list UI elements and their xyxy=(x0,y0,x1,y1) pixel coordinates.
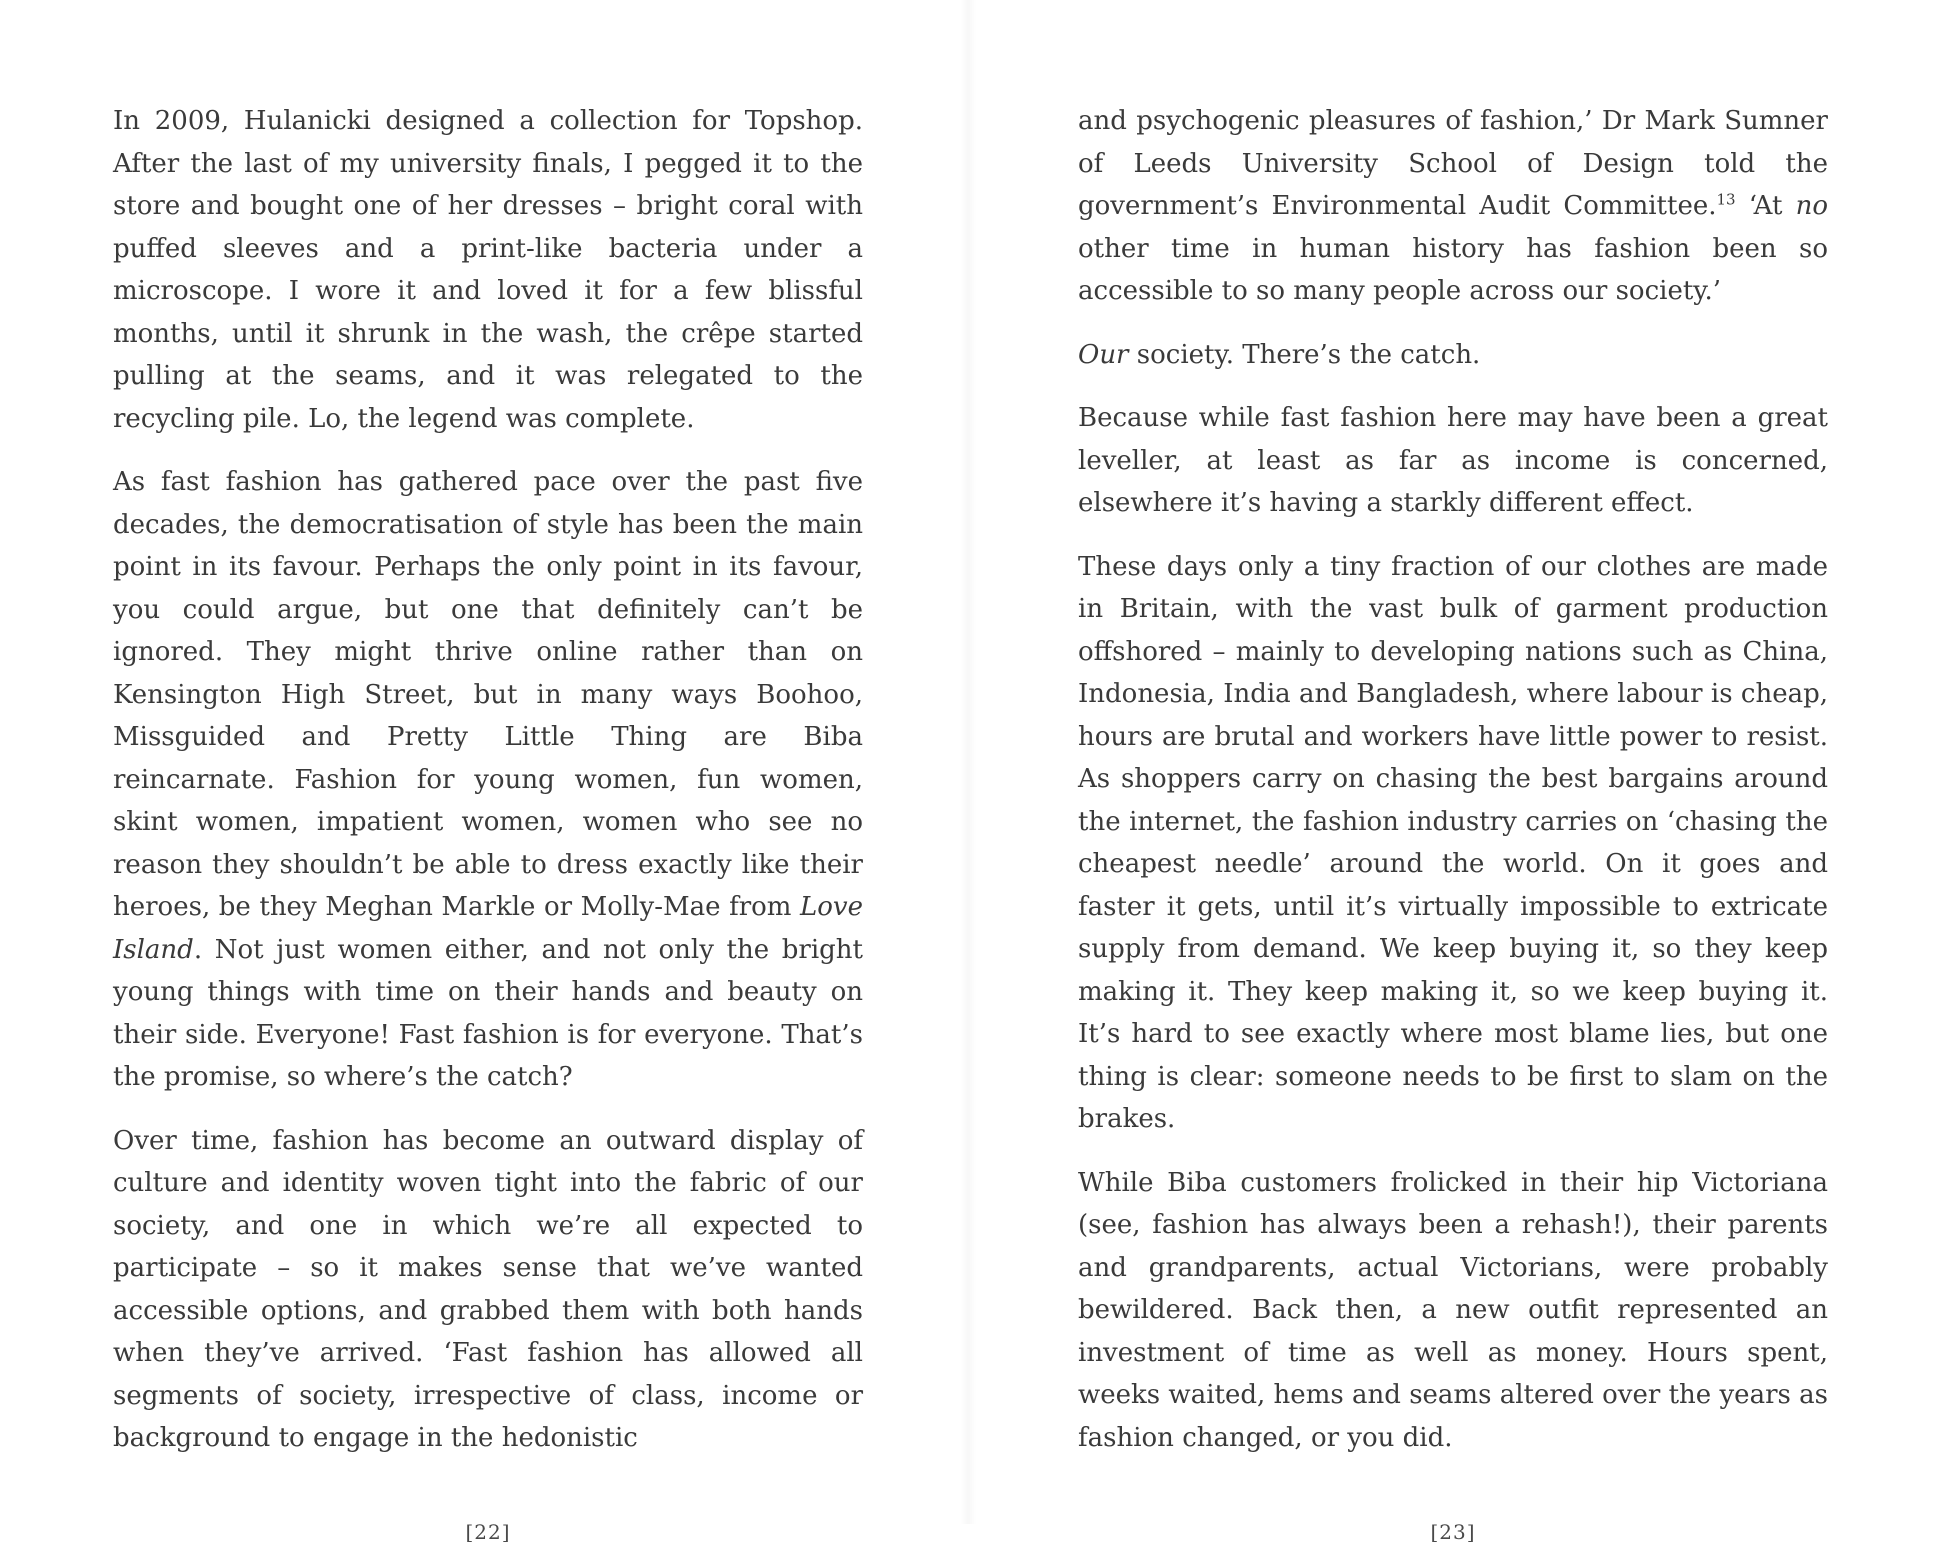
right-paragraph-2-end: society. There’s the catch. xyxy=(1128,339,1481,370)
gutter xyxy=(960,0,976,1524)
left-paragraph-1: In 2009, Hulanicki designed a collection for Topshop. After the last of my university finals, I pegged it to the store and bought one of her dresses – bright coral with puffed sleeves and a print-like bacteria under a microscope. I wore it and loved it for a few blissful months, until it shrunk in the wash, the crêpe started pulling at the seams, and it was relegated to the recycling pile. Lo, the legend was complete. xyxy=(113,106,863,434)
right-paragraph-1-end: other time in human history has fashion been so accessible to so many people across our society.’ xyxy=(1078,233,1828,306)
right-paragraph-3: Because while fast fashion here may have been a great leveller, at least as far as income is concerned, elsewhere it’s having a starkly different effect. xyxy=(1078,403,1828,518)
right-paragraph-2-italic: Our xyxy=(1078,339,1129,370)
left-page xyxy=(113,100,863,1544)
right-paragraph-4: These days only a tiny fraction of our clothes are made in Britain, with the vast bulk of garment production offshored – mainly to developing nations such as China, Indonesia, India and Bangladesh, where labour is cheap, hours are brutal and workers have little power to resist. As shoppers carry on chasing the best bargains around the internet, the fashion industry carries on ‘chasing the cheapest needle’ around the world. On it goes and faster it gets, until it’s virtually impossible to extricate supply from demand. We keep buying it, so they keep making it. They keep making it, so we keep buying it. It’s hard to see exactly where most blame lies, but one thing is clear: someone needs to be first to slam on the brakes. xyxy=(1078,551,1828,1134)
left-paragraph-2-italic: Love Island xyxy=(113,892,863,965)
right-page xyxy=(1078,100,1828,1544)
right-paragraph-1 xyxy=(1078,100,1828,313)
right-paragraph-1-italic: no xyxy=(1795,191,1828,221)
page-number-left: [22] xyxy=(465,1520,511,1544)
page-number-right: [23] xyxy=(1430,1520,1476,1544)
left-paragraph-3: Over time, fashion has become an outward display of culture and identity woven tight into the fabric of our society, and one in which we’re all expected to participate – so it makes sense that we’ve wanted accessible options, and grabbed them with both hands when they’ve arrived. ‘Fast fashion has allowed all segments of society, irrespective of class, income or background to engage in the hedonistic xyxy=(113,1125,863,1453)
right-paragraph-1-pre-italic: ‘At xyxy=(1735,191,1796,221)
left-paragraph-2 xyxy=(113,461,863,1099)
right-paragraph-1-start: and psychogenic pleasures of fashion,’ Dr Mark Sumner of Leeds University School of Design told the government’s Environmental Audit Committee. xyxy=(1078,106,1828,221)
right-page-text xyxy=(1078,100,1828,1459)
left-paragraph-2-start: As fast fashion has gathered pace over the past five decades, the democratisation of style has been the main point in its favour. Perhaps the only point in its favour, you could argue, but one that definitely can’t be ignored. They might thrive online rather than on Kensington High Street, but in many ways Boohoo, Missguided and Pretty Little Thing are Biba reincarnate. Fashion for young women, fun women, skint women, impatient women, women who see no reason they shouldn’t be able to dress exactly like their heroes, be they Meghan Markle or Molly-Mae from xyxy=(113,467,863,922)
left-page-text xyxy=(113,100,863,1460)
left-paragraph-2-end: . Not just women either, and not only the bright young things with time on their hands and beauty on their side. Everyone! Fast fashion is for everyone. That’s the promise, so where’s the catch? xyxy=(113,934,863,1092)
footnote-marker: 13 xyxy=(1716,190,1736,209)
right-paragraph-2 xyxy=(1078,334,1828,377)
right-paragraph-5: While Biba customers frolicked in their hip Victoriana (see, fashion has always been a rehash!), their parents and grandparents, actual Victorians, were probably bewildered. Back then, a new outfit represented an investment of time as well as money. Hours spent, weeks waited, hems and seams altered over the years as fashion changed, or you did. xyxy=(1078,1167,1828,1453)
